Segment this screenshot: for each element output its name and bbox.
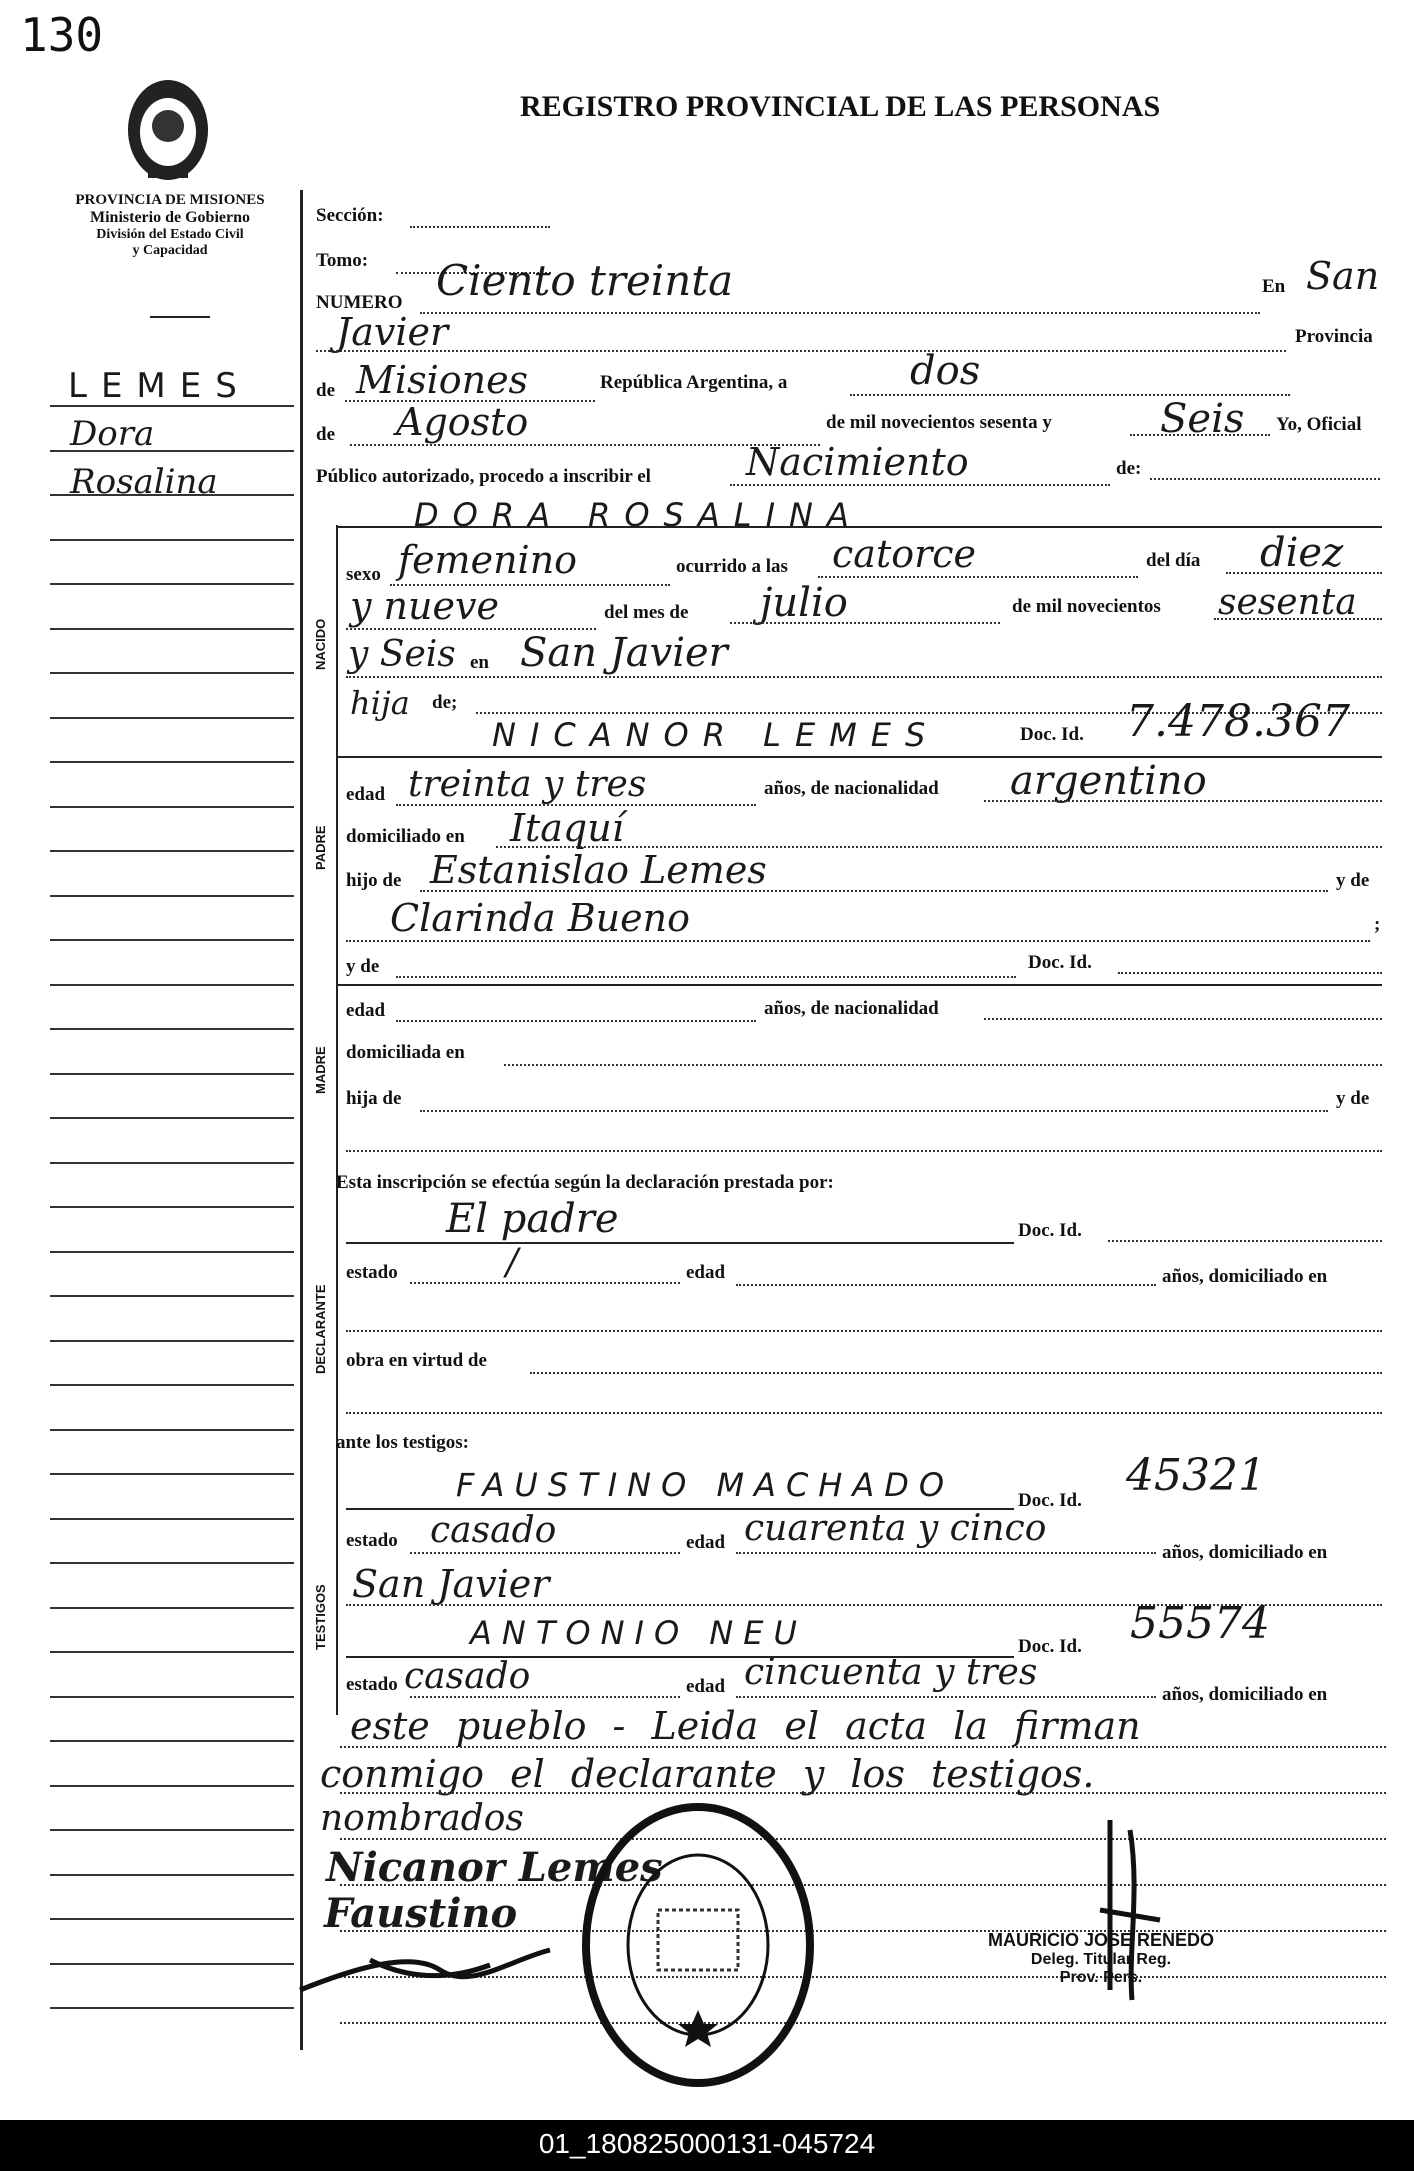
nota-line-3: nombrados [320,1798,524,1839]
testigo2-anos-label: años, domiciliado en [1162,1684,1328,1705]
inscripcion-label: Esta inscripción se efectúa según la declaración prestada por: [336,1172,834,1193]
signature-testigo: Faustino [324,1890,518,1937]
madre-doc-line [1118,972,1382,974]
testigo1-doc-value: 45321 [1126,1450,1266,1501]
del-mes-label: del mes de [604,602,689,623]
mil-sesenta-label: de mil novecientos sesenta y [826,412,1052,433]
oficial-title: Deleg. Titular Reg. [1030,1951,1172,1968]
coat-of-arms-icon [118,74,218,186]
anio-line [1130,434,1270,436]
section-nacido: NACIDO [313,618,328,670]
testigo1-value: FAUSTINO MACHADO [456,1466,955,1504]
margin-rule-line [50,1874,294,1876]
margin-rule-line [50,1028,294,1030]
declarante-value: El padre [446,1196,619,1242]
margin-rule-line [50,1206,294,1208]
margin-rule-line [50,806,294,808]
decl-dom-line [346,1330,1382,1332]
margin-rule-line [50,1340,294,1342]
y-de-label: y de [1336,870,1370,891]
section-testigos: TESTIGOS [313,1584,328,1650]
document-title: REGISTRO PROVINCIAL DE LAS PERSONAS [520,90,1161,123]
decl-anos-label: años, domiciliado en [1162,1266,1328,1287]
semicolon-label: ; [1374,914,1381,935]
padre-value: NICANOR LEMES [492,716,940,754]
margin-rule-line [50,1740,294,1742]
margin-rule-line [50,761,294,763]
madre-edad-label: edad [346,1000,386,1021]
testigo1-estado-line [410,1552,680,1554]
padre-doc-value: 7.478.367 [1126,696,1350,747]
numero-value: Ciento treinta [436,256,734,305]
oficial-office: Prov. Pers. [1059,1969,1143,1986]
testigo2-doc-label: Doc. Id. [1018,1636,1082,1657]
madre-dom-line [504,1064,1382,1066]
lower-dotted-line [340,1838,1386,1840]
margin-rule-line [50,1117,294,1119]
testigo2-estado-line [410,1696,680,1698]
official-seal-icon [578,1800,818,2090]
margin-rule-line [50,1918,294,1920]
margin-rule-line [50,2007,294,2009]
madre-anos-label: años, de nacionalidad [764,998,939,1019]
decl-edad-label: edad [686,1262,726,1283]
obra-line-2 [346,1412,1382,1414]
declarante-doc-label: Doc. Id. [1018,1220,1082,1241]
nombre-value: DORA ROSALINA [414,496,863,534]
margin-rule-line [50,1162,294,1164]
org-divider [150,316,210,318]
padre-dom-value: Itaquí [510,806,624,850]
testigo1-edad-label: edad [686,1532,726,1553]
lugar-nac-line [346,676,1382,678]
oficial-stamp [988,1930,1214,1987]
de-label-2: de [316,424,335,445]
madre-hija-line [420,1110,1328,1112]
padre-dom-label: domiciliado en [346,826,465,847]
city-cont-value: Javier [336,310,449,354]
dia-value: dos [910,348,981,394]
testigo2-estado-label: estado [346,1674,398,1695]
testigo2-estado-value: casado [404,1656,531,1697]
testigo1-edad-line [736,1552,1156,1554]
testigo1-anos-label: años, domiciliado en [1162,1542,1328,1563]
hijo-de-label: hijo de [346,870,402,891]
sexo-value: femenino [398,538,578,582]
decl-estado-value: / [506,1242,519,1283]
anio-nac2-value: y Seis [348,634,456,675]
org-line: PROVINCIA DE MISIONES [75,192,265,208]
provincia-value: Misiones [356,358,529,402]
de-label: de [316,380,335,401]
lower-dotted-line [340,2022,1386,2024]
testigo2-edad-value: cincuenta y tres [744,1652,1038,1693]
sexo-label: sexo [346,564,381,585]
lugar-nac-value: San Javier [520,630,728,676]
testigo1-dom-value: San Javier [352,1562,550,1606]
page-number: 130 [20,8,104,62]
margin-rule-line [50,1607,294,1609]
margin-rule-line [50,405,294,407]
margin-rule-line [50,672,294,674]
nota-line-2: conmigo el declarante y los testigos. [320,1752,1095,1796]
section-madre: MADRE [313,1046,328,1094]
margin-rule-line [50,1829,294,1831]
signature-scribble [290,1930,590,2010]
acto-value: Nacimiento [746,440,969,484]
padre-edad-label: edad [346,784,386,805]
padre-edad-value: treinta y tres [408,764,647,805]
margin-rule-line [50,583,294,585]
padre-doc-label: Doc. Id. [1020,724,1084,745]
madre-dom-label: domiciliada en [346,1042,465,1063]
hija-value: hija [350,684,410,722]
madre-hija-label: hija de [346,1088,402,1109]
dia-nac2-value: y nueve [350,584,499,628]
margin-rule-line [50,1696,294,1698]
madre-doc-label: Doc. Id. [1028,952,1092,973]
mes-value: Agosto [396,400,529,444]
ocurrido-label: ocurrido a las [676,556,788,577]
margin-rule-line [50,1518,294,1520]
acto-line [730,484,1110,486]
dia-nac-line [1226,572,1382,574]
madre-y-de-label: y de [346,956,380,977]
margin-rule-line [50,939,294,941]
margin-rule-line [50,1651,294,1653]
declarante-doc-line [1108,1240,1382,1242]
margin-name: Dora [70,414,155,454]
margin-rule-line [50,1429,294,1431]
lower-dotted-line [340,1792,1386,1794]
publico-label: Público autorizado, procedo a inscribir el [316,466,651,487]
seccion-label: Sección: [316,205,384,226]
margin-rule-line [50,539,294,541]
del-dia-label: del día [1146,550,1201,571]
anio-nac-line [1214,618,1382,620]
margin-rule-line [50,628,294,630]
testigo2-value: ANTONIO NEU [470,1614,807,1652]
madre-y-de2-label: y de [1336,1088,1370,1109]
decl-estado-line [410,1282,680,1284]
mes-nac-line [730,622,1000,624]
madre-nac-line [984,1018,1382,1020]
margin-rule-line [50,494,294,496]
hora-value: catorce [832,532,977,576]
nota-line-1: este pueblo - Leida el acta la firman [350,1704,1141,1748]
abuelo-line [420,890,1328,892]
mes-nac-value: julio [760,580,848,626]
testigo1-estado-value: casado [430,1510,557,1551]
margin-rule-line [50,1251,294,1253]
margin-surname: LEMES [68,366,251,406]
margin-rule-line [50,450,294,452]
dia-nac-value: diez [1260,530,1344,576]
form-left-border-2 [336,525,338,1715]
testigo1-doc-label: Doc. Id. [1018,1490,1082,1511]
oficial-name: MAURICIO JOSE RENEDO [988,1930,1215,1950]
hija-de-label: de; [432,692,458,713]
section-padre: PADRE [313,825,328,870]
padre-top-line [336,756,1382,758]
madre-name-line [396,976,1016,978]
abuela-value: Clarinda Bueno [390,896,690,940]
org-line: División del Estado Civil [96,227,244,242]
margin-rule-line [50,717,294,719]
signature-padre: Nicanor Lemes [326,1844,663,1891]
nombre-line [336,526,1382,528]
anio-value: Seis [1160,396,1245,442]
issuing-org [40,192,300,259]
provincia-label: Provincia [1295,326,1373,347]
en-nac-label: en [470,652,489,673]
margin-rule-line [50,1963,294,1965]
mil-novecientos-label: de mil novecientos [1012,596,1161,617]
form-left-border [300,190,303,2050]
lower-dotted-line [340,1746,1386,1748]
city-value: San [1306,254,1380,298]
obra-line [530,1372,1382,1374]
margin-rule-line [50,1073,294,1075]
testigo1-edad-value: cuarenta y cinco [744,1508,1047,1549]
margin-rule-line [50,850,294,852]
decl-edad-line [736,1284,1156,1286]
margin-rule-line [50,895,294,897]
margin-rule-line [50,1562,294,1564]
yo-oficial-label: Yo, Oficial [1276,414,1362,435]
decl-estado-label: estado [346,1262,398,1283]
republica-label: República Argentina, a [600,372,788,393]
padre-nac-line [984,800,1382,802]
seccion-line [410,226,550,228]
abuela-line [346,940,1370,942]
org-line: Ministerio de Gobierno [90,209,250,226]
margin-name2: Rosalina [70,462,218,502]
testigo2-edad-line [736,1696,1156,1698]
org-line: y Capacidad [132,243,208,258]
section-declarante: DECLARANTE [313,1284,328,1374]
tomo-label: Tomo: [316,250,369,271]
obra-label: obra en virtud de [346,1350,487,1371]
testigos-intro-label: ante los testigos: [336,1432,469,1453]
publico-end-line [1150,478,1380,480]
abuelo-value: Estanislao Lemes [430,848,767,892]
en-label: En [1262,276,1286,297]
de-colon-label: de: [1116,458,1142,479]
margin-rule-line [50,1295,294,1297]
padre-nac-value: argentino [1010,758,1207,804]
numero-label: NUMERO [316,292,403,313]
footer-id: 01_180825000131-045724 [538,2128,876,2159]
testigo2-edad-label: edad [686,1676,726,1697]
madre-edad-line [396,1020,756,1022]
declarante-line [346,1242,1014,1244]
margin-rule-line [50,1384,294,1386]
margin-rule-line [50,984,294,986]
testigo1-estado-label: estado [346,1530,398,1551]
madre-end-line [346,1150,1382,1152]
anio-nac-value: sesenta [1218,582,1357,623]
margin-rule-line [50,1473,294,1475]
testigo2-doc-value: 55574 [1130,1598,1270,1649]
padre-anos-label: años, de nacionalidad [764,778,939,799]
city-line [316,350,1286,352]
numero-line [420,312,1260,314]
margin-rule-line [50,1785,294,1787]
hora-line [818,576,1138,578]
madre-top-line [336,984,1382,986]
